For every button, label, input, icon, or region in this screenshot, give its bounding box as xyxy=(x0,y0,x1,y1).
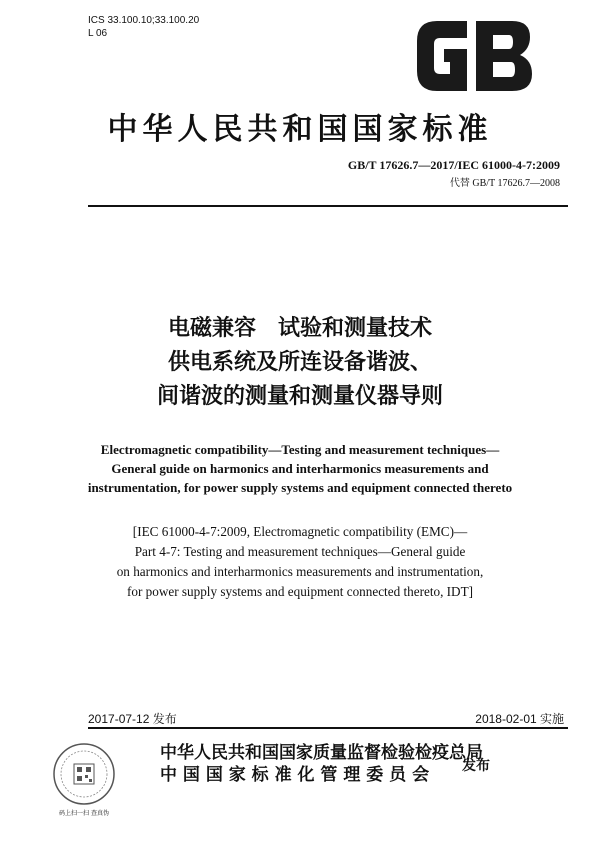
standard-name: 中华人民共和国国家标准 xyxy=(107,112,493,147)
gb-logo xyxy=(412,16,536,96)
seal-caption: 码上扫一扫 查真伪 xyxy=(59,810,109,817)
adoption-line: Part 4-7: Testing and measurement techniques—General guide xyxy=(134,544,466,559)
ics-code: ICS 33.100.10;33.100.20 xyxy=(88,15,200,26)
header-rule xyxy=(88,205,568,207)
adoption-line: for power supply systems and equipment connected thereto, IDT] xyxy=(126,584,474,599)
title-en-line: General guide on harmonics and interharmonics measurements and xyxy=(111,461,489,476)
issued-label: 发布 xyxy=(462,758,490,774)
classification-codes xyxy=(88,14,199,40)
title-en-line: instrumentation, for power supply systems and equipment connected thereto xyxy=(87,480,513,495)
issuing-authorities xyxy=(160,742,483,786)
title-zh-line: 电磁兼容 试验和测量技术 xyxy=(167,316,432,341)
adoption-line: on harmonics and interharmonics measurements and instrumentation, xyxy=(116,564,484,579)
issuer-line: 中 国 国 家 标 准 化 管 理 委 员 会 xyxy=(160,765,430,785)
title-english xyxy=(0,440,600,497)
title-zh-line: 供电系统及所连设备谐波、 xyxy=(167,350,432,375)
title-zh-line: 间谐波的测量和测量仪器导则 xyxy=(156,384,443,409)
footer-rule xyxy=(88,727,568,729)
adoption-statement xyxy=(0,522,600,602)
standard-number: GB/T 17626.7—2017/IEC 61000-4-7:2009 xyxy=(347,158,560,172)
adoption-line: [IEC 61000-4-7:2009, Electromagnetic compatibility (EMC)— xyxy=(132,524,468,539)
issue-date: 2017-07-12 发布 xyxy=(88,712,177,726)
replaces-note: 代替 GB/T 17626.7—2008 xyxy=(449,178,560,189)
anti-counterfeit-seal-icon xyxy=(52,742,116,806)
title-en-line: Electromagnetic compatibility—Testing and measurement techniques— xyxy=(100,442,500,457)
issuer-line: 中华人民共和国国家质量监督检验检疫总局 xyxy=(160,743,483,763)
implementation-date: 2018-02-01 实施 xyxy=(475,712,564,726)
title-chinese xyxy=(0,312,600,414)
ccs-code: L 06 xyxy=(88,28,108,39)
